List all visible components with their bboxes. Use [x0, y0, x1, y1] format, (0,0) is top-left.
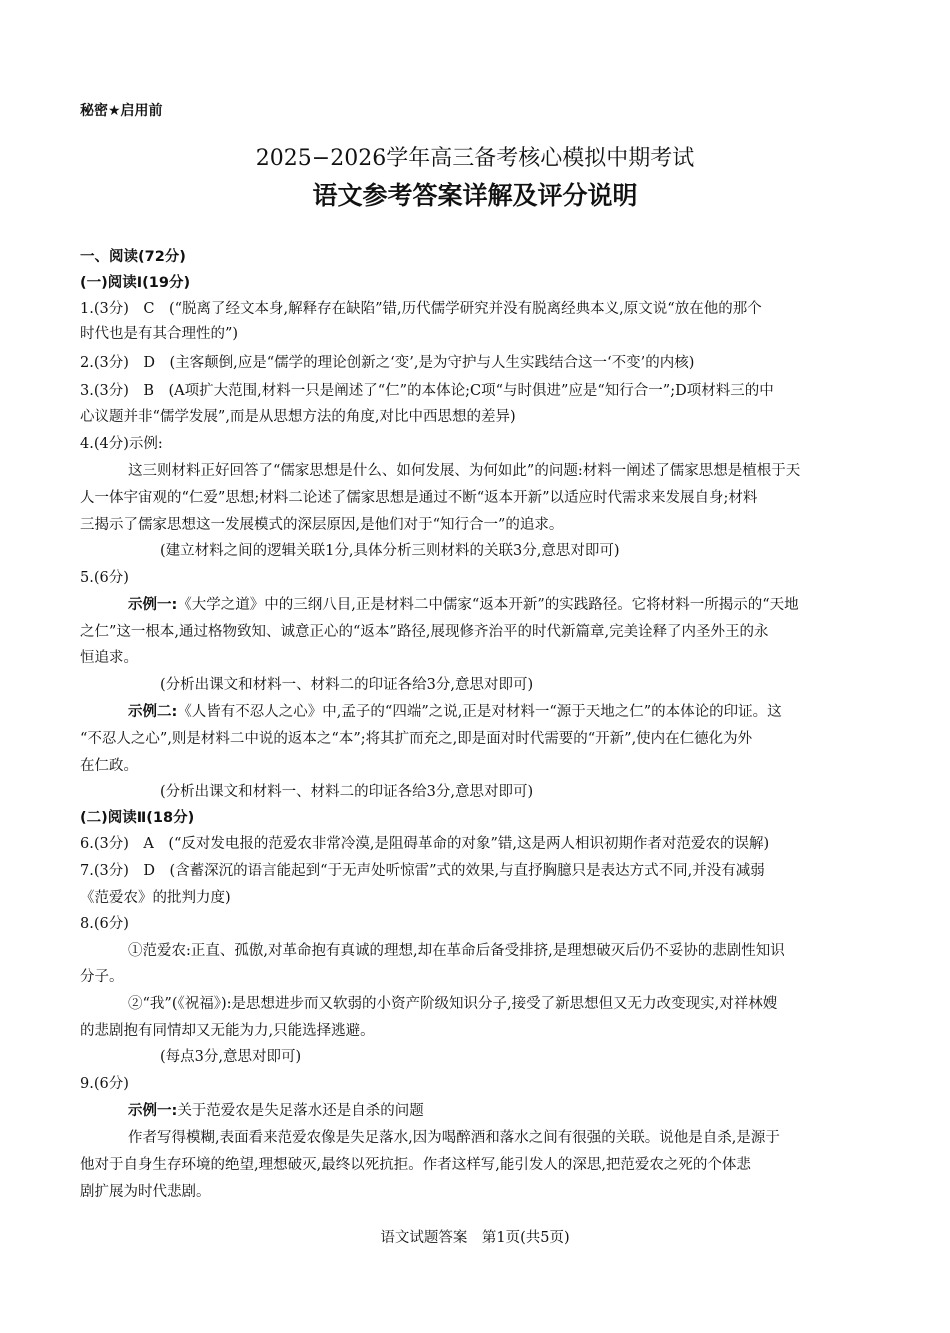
answer-line: 《范爱农》的批判力度): [80, 890, 231, 906]
answer-line: 这三则材料正好回答了“儒家思想是什么、如何发展、为何如此”的问题:材料一阐述了儒家思想是植根于天: [128, 463, 801, 479]
answer-line: 6.(3分) A (“反对发电报的范爱农非常冷漠,是阻碍革命的对象”错,这是两人相识初期作者对范爱农的误解): [80, 836, 770, 852]
document-title: 语文参考答案详解及评分说明: [312, 181, 638, 210]
scoring-note: (分析出课文和材料一、材料二的印证各给3分,意思对即可): [160, 677, 534, 693]
example-label: 示例一:: [128, 597, 178, 613]
answer-line: 时代也是有其合理性的”): [80, 326, 239, 342]
answer-line: 3.(3分) B (A项扩大范围,材料一只是阐述了“仁”的本体论;C项“与时俱进”应是“知行合一”;D项材料三的中: [80, 383, 774, 399]
example-label: 示例二:: [128, 704, 178, 720]
answer-line: 剧扩展为时代悲剧。: [80, 1184, 211, 1200]
answer-line: 1.(3分) C (“脱离了经文本身,解释存在缺陷”错,历代儒学研究并没有脱离经典本义,原文说“放在他的那个: [80, 301, 762, 317]
answer-line: 恒追求。: [80, 650, 138, 666]
answer-line: ②“我”(《祝福》):是思想进步而又软弱的小资产阶级知识分子,接受了新思想但又无力改变现实,对祥林嫂: [128, 996, 778, 1012]
scoring-note: (分析出课文和材料一、材料二的印证各给3分,意思对即可): [160, 784, 534, 800]
answer-line: 分子。: [80, 969, 124, 985]
answer-line: 作者写得模糊,表面看来范爱农像是失足落水,因为喝醉酒和落水之间有很强的关联。说他是自杀,是源于: [128, 1130, 780, 1146]
answer-line: 三揭示了儒家思想这一发展模式的深层原因,是他们对于“知行合一”的追求。: [80, 517, 564, 533]
answer-line: 的悲剧抱有同情却又无能为力,只能选择逃避。: [80, 1023, 375, 1039]
subsection-heading: (二)阅读Ⅱ(18分): [80, 810, 195, 826]
secret-mark: 秘密★启用前: [80, 103, 163, 119]
answer-line: [128, 594, 799, 616]
scoring-note: (每点3分,意思对即可): [160, 1049, 302, 1065]
scoring-note: (建立材料之间的逻辑关联1分,具体分析三则材料的关联3分,意思对即可): [160, 543, 620, 559]
example-label: 示例一:: [128, 1103, 178, 1119]
subsection-heading: (一)阅读Ⅰ(19分): [80, 275, 191, 291]
section-heading: 一、阅读(72分): [80, 249, 186, 265]
answer-line: ①范爱农:正直、孤傲,对革命抱有真诚的理想,却在革命后备受排挤,是理想破灭后仍不妥协的悲剧性知识: [128, 943, 785, 959]
answer-line: [128, 1100, 424, 1122]
example-text: 《大学之道》中的三纲八目,正是材料二中儒家“返本开新”的实践路径。它将材料一所揭示的“天地: [177, 597, 799, 613]
exam-title: 2025−2026学年高三备考核心模拟中期考试: [255, 146, 695, 171]
answer-line: 他对于自身生存环境的绝望,理想破灭,最终以死抗拒。作者这样写,能引发人的深思,把范爱农之死的个体悲: [80, 1157, 751, 1173]
answer-line: “不忍人之心”,则是材料二中说的返本之“本”;将其扩而充之,即是面对时代需要的“开新”,使内在仁德化为外: [80, 731, 753, 747]
answer-line: 心议题并非“儒学发展”,而是从思想方法的角度,对比中西思想的差异): [80, 409, 516, 425]
answer-line: 8.(6分): [80, 916, 129, 932]
answer-line: 7.(3分) D (含蓄深沉的语言能起到“于无声处听惊雷”式的效果,与直抒胸臆只是表达方式不同,并没有减弱: [80, 863, 765, 879]
answer-line: 5.(6分): [80, 570, 129, 586]
answer-line: 在仁政。: [80, 758, 138, 774]
answer-line: 之仁”这一根本,通过格物致知、诚意正心的“返本”路径,展现修齐治平的时代新篇章,完美诠释了内圣外王的永: [80, 624, 769, 640]
example-text: 《人皆有不忍人之心》中,孟子的“四端”之说,正是对材料一“源于天地之仁”的本体论的印证。这: [177, 704, 782, 720]
page-footer: 语文试题答案 第1页(共5页): [380, 1230, 570, 1246]
answer-line: 4.(4分)示例:: [80, 436, 163, 452]
answer-line: 2.(3分) D (主客颠倒,应是“儒学的理论创新之‘变’,是为守护与人生实践结合这一‘不变’的内核): [80, 355, 695, 371]
example-text: 关于范爱农是失足落水还是自杀的问题: [177, 1103, 424, 1119]
answer-line: 9.(6分): [80, 1076, 129, 1092]
answer-line: [128, 701, 782, 723]
answer-line: 人一体宇宙观的“仁爱”思想;材料二论述了儒家思想是通过不断“返本开新”以适应时代需求来发展自身;材料: [80, 490, 758, 506]
